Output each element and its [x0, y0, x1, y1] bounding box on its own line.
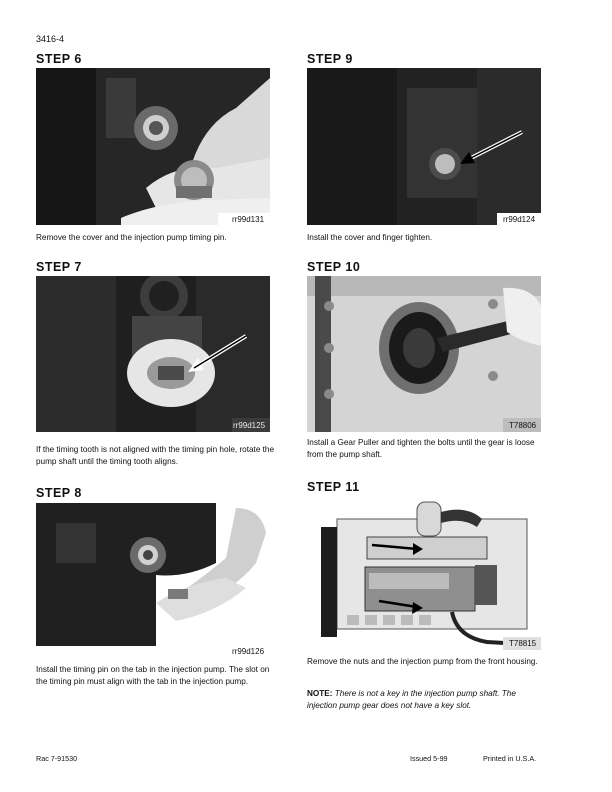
step-8-caption: Install the timing pin on the tab in the injection pump. The slot on the timing pin must align with the tab in the injection pump. [36, 665, 270, 686]
step-7-caption: If the timing tooth is not aligned with the timing pin hole, rotate the pump shaft until the timing tooth aligns. [36, 445, 275, 466]
step-11-photo [307, 497, 541, 650]
step-7-photo [36, 276, 270, 432]
step-9-heading: STEP 9 [307, 52, 353, 66]
step-7-heading: STEP 7 [36, 260, 82, 274]
step-7-ref: rr99d125 [233, 421, 266, 430]
step-10-caption: Install a Gear Puller and tighten the bolts until the gear is loose from the pump shaft. [307, 438, 535, 459]
footer-issued: Issued 5-99 [410, 754, 448, 763]
step-8-heading: STEP 8 [36, 486, 82, 500]
step-6-caption: Remove the cover and the injection pump timing pin. [36, 233, 227, 242]
footer-doc-number: Rac 7-91530 [36, 754, 78, 763]
step-11-caption: Remove the nuts and the injection pump from the front housing. [307, 657, 538, 666]
step-9-photo [307, 68, 541, 225]
step-8-photo [36, 503, 270, 646]
step-6-heading: STEP 6 [36, 52, 82, 66]
step-11-ref: T78815 [509, 639, 537, 648]
step-9-ref: rr99d124 [503, 215, 536, 224]
step-10-ref: T78806 [509, 421, 537, 430]
note-text: There is not a key in the injection pump shaft. The injection pump gear does not have a key slot. [307, 689, 516, 710]
step-8-ref: rr99d126 [232, 647, 265, 656]
step-10-photo [307, 276, 541, 432]
step-6-photo [36, 68, 270, 225]
note-block [307, 688, 547, 711]
step-11-heading: STEP 11 [307, 480, 360, 494]
note-label: NOTE: [307, 689, 333, 698]
step-10-heading: STEP 10 [307, 260, 361, 274]
step-9-caption: Install the cover and finger tighten. [307, 233, 433, 242]
page-number: 3416-4 [36, 34, 65, 44]
step-6-ref: rr99d131 [232, 215, 265, 224]
footer-printed: Printed in U.S.A. [483, 754, 537, 763]
